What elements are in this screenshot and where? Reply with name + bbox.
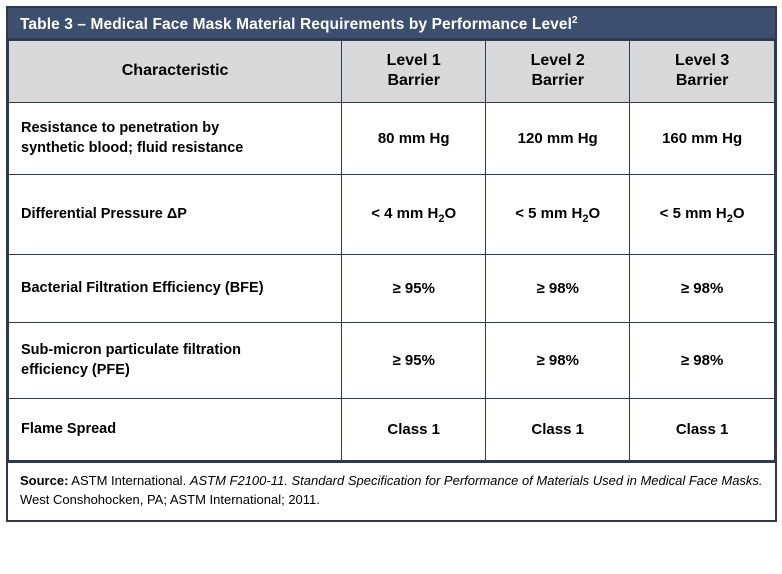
- row-label-line1: Differential Pressure ΔP: [21, 205, 187, 222]
- column-header-level-3-line1: Level 3: [674, 52, 730, 69]
- source-text-part2: West Conshohocken, PA; ASTM International; 2011.: [20, 491, 320, 507]
- requirements-table: [8, 40, 775, 461]
- row-label-line1: Flame Spread: [21, 420, 117, 437]
- row-label-differential-pressure: [9, 175, 342, 255]
- source-text-part1: ASTM International.: [68, 473, 190, 488]
- table-row: [9, 399, 775, 461]
- table-row: [9, 175, 775, 255]
- column-header-level-1-line1: Level 1: [386, 52, 441, 69]
- cell-pfe-level-1: ≥ 95%: [342, 323, 486, 399]
- table-row: [9, 255, 775, 323]
- cell-flame-spread-level-1: Class 1: [342, 399, 486, 461]
- value-suffix: O: [732, 204, 745, 222]
- row-label-line1: Resistance to penetration by: [21, 119, 220, 136]
- table-header-row: [9, 41, 775, 103]
- value-prefix: < 4 mm H: [371, 204, 439, 222]
- cell-fluid-resistance-level-1: 80 mm Hg: [342, 103, 486, 175]
- table-title-bar: [8, 8, 775, 40]
- column-header-level-2: [486, 41, 630, 103]
- table-title-footnote-marker: 2: [572, 15, 578, 26]
- row-label-pfe: [9, 323, 342, 399]
- value-prefix: < 5 mm H: [659, 204, 727, 222]
- cell-differential-pressure-level-2: [486, 175, 630, 255]
- row-label-line1: Sub-micron particulate filtration: [21, 341, 241, 358]
- value-subscript: 2: [582, 212, 589, 225]
- row-label-line2: synthetic blood; fluid resistance: [21, 139, 244, 156]
- column-header-level-1: [342, 41, 486, 103]
- cell-differential-pressure-level-3: [630, 175, 775, 255]
- column-header-level-1-line2: Barrier: [387, 72, 440, 89]
- cell-fluid-resistance-level-3: 160 mm Hg: [630, 103, 775, 175]
- cell-pfe-level-3: ≥ 98%: [630, 323, 775, 399]
- cell-flame-spread-level-3: Class 1: [630, 399, 775, 461]
- column-header-level-2-line2: Barrier: [531, 72, 584, 89]
- value-suffix: O: [588, 204, 601, 222]
- value-prefix: < 5 mm H: [515, 204, 583, 222]
- cell-pfe-level-2: ≥ 98%: [486, 323, 630, 399]
- cell-fluid-resistance-level-2: 120 mm Hg: [486, 103, 630, 175]
- source-label: Source:: [20, 473, 69, 488]
- column-header-level-3: [630, 41, 775, 103]
- value-subscript: 2: [726, 212, 733, 225]
- table-title-text: Table 3 – Medical Face Mask Material Requirements by Performance Level: [20, 16, 573, 34]
- value-subscript: 2: [438, 212, 445, 225]
- cell-flame-spread-level-2: Class 1: [486, 399, 630, 461]
- table-3-container: [6, 6, 777, 522]
- column-header-characteristic: Characteristic: [9, 41, 342, 103]
- row-label-line2: efficiency (PFE): [21, 361, 130, 378]
- table-source-note: [8, 461, 775, 520]
- table-row: [9, 103, 775, 175]
- cell-bfe-level-3: ≥ 98%: [630, 255, 775, 323]
- source-citation-italic: ASTM F2100-11. Standard Specification for Performance of Materials Used in Medical Face Masks.: [189, 473, 763, 488]
- row-label-line1: Bacterial Filtration Efficiency (BFE): [21, 279, 264, 296]
- row-label-fluid-resistance: [9, 103, 342, 175]
- cell-differential-pressure-level-1: [342, 175, 486, 255]
- cell-bfe-level-1: ≥ 95%: [342, 255, 486, 323]
- column-header-level-3-line2: Barrier: [675, 72, 729, 89]
- cell-bfe-level-2: ≥ 98%: [486, 255, 630, 323]
- row-label-flame-spread: [9, 399, 342, 461]
- row-label-bfe: [9, 255, 342, 323]
- table-row: [9, 323, 775, 399]
- value-suffix: O: [444, 204, 457, 222]
- column-header-level-2-line1: Level 2: [530, 52, 585, 69]
